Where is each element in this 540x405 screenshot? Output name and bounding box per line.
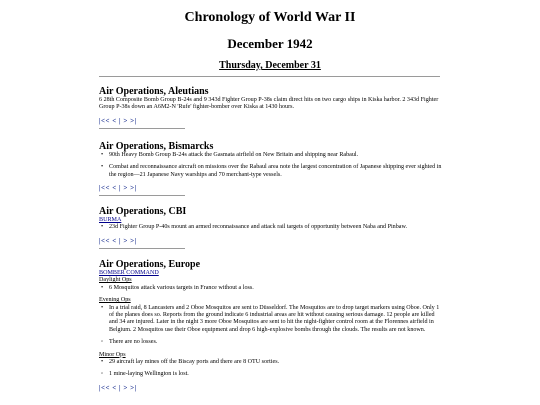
list-item: • 29 aircraft lay mines off the Biscay ports and there are 8 OTU sorties. <box>101 359 280 366</box>
bullet-icon: • <box>101 284 104 291</box>
nav-separator: | <box>119 236 122 245</box>
header-divider <box>99 76 440 77</box>
section-title: Air Operations, CBI <box>99 206 187 217</box>
section-divider <box>99 195 185 196</box>
nav-next-link[interactable]: > <box>123 116 128 125</box>
list-item: • Combat and reconnaissance aircraft on missions over the Rabaul area note the largest concentration of Japanese shipping ever sighted in the region—21 Japanese Navy warships and 70 merchant-type vessels. <box>101 164 442 178</box>
list-item: • 90th Heavy Bomb Group B-24s attack the Gasmata airfield on New Britain and shipping near Rabaul. <box>101 152 359 158</box>
section-divider <box>99 128 185 129</box>
nav-prev-link[interactable]: < <box>112 184 117 193</box>
list-item: • 23d Fighter Group P-40s mount an armed reconnaissance and attack rail targets of opportunity between Naba and Pinbaw. <box>101 224 408 231</box>
section-nav <box>99 116 444 126</box>
section-list <box>99 224 444 231</box>
bullet-icon: • <box>101 304 104 311</box>
nav-next-link[interactable]: > <box>123 236 128 245</box>
section-europe <box>99 259 444 393</box>
nav-prev-link[interactable]: < <box>112 116 117 125</box>
nav-separator: | <box>119 116 122 125</box>
bullet-icon: • <box>101 359 104 366</box>
section-nav <box>99 383 444 393</box>
daylight-list <box>99 285 444 292</box>
nav-prev-link[interactable]: < <box>112 236 117 245</box>
nav-first-link[interactable]: |<< <box>99 383 111 392</box>
daylight-ops-label: Daylight Ops <box>99 277 132 284</box>
section-cbi <box>99 206 444 249</box>
list-item: • In a trial raid, 8 Lancasters and 2 Oboe Mosquitos are sent to Düsseldorf. The Mosquitos are to drop target markers using Oboe. Only 1 of the planes does so. Reports from the ground indicate 6 industrial areas are hit without causing serious damage. 12 people are killed and 34 are injured. Later in the night 3 more Oboe Mosquitos are sent to hit the night-fighter control room at the Florennes airfield in Belgium. 2 Mosquitos use their Oboe equipment and drop 6 high-explosive bombs through the clouds. The results are not known. <box>101 304 440 333</box>
section-divider <box>99 248 185 249</box>
nav-next-link[interactable]: > <box>123 383 128 392</box>
section-title: Air Operations, Bismarcks <box>99 141 214 152</box>
section-title: Air Operations, Europe <box>99 259 201 270</box>
section-list <box>99 152 444 179</box>
nav-last-link[interactable]: >| <box>130 383 137 392</box>
nav-first-link[interactable]: |<< <box>99 116 111 125</box>
nav-last-link[interactable]: >| <box>130 184 137 193</box>
nav-first-link[interactable]: |<< <box>99 184 111 193</box>
section-title: Air Operations, Aleutians <box>99 86 209 97</box>
nav-first-link[interactable]: |<< <box>99 236 111 245</box>
section-aleutians <box>99 86 444 129</box>
page-title: Chronology of World War II <box>184 10 356 25</box>
bullet-icon: • <box>101 164 104 171</box>
month-heading: December 1942 <box>227 36 313 51</box>
evening-list <box>99 305 444 347</box>
nav-separator: | <box>119 383 122 392</box>
bullet-icon: • <box>101 152 104 158</box>
nav-last-link[interactable]: >| <box>130 236 137 245</box>
list-item: ◦ 1 mine-laying Wellington is lost. <box>101 371 189 378</box>
subsection-link-burma[interactable]: BURMA <box>99 217 122 223</box>
circle-bullet-icon: ◦ <box>101 339 104 346</box>
section-nav <box>99 236 444 246</box>
section-bismarcks <box>99 141 444 196</box>
list-item: ◦ There are no losses. <box>101 339 158 346</box>
nav-next-link[interactable]: > <box>123 184 128 193</box>
nav-prev-link[interactable]: < <box>112 383 117 392</box>
nav-separator: | <box>119 184 122 193</box>
minor-ops-label: Minor Ops <box>99 351 126 358</box>
list-item: • 6 Mosquitos attack various targets in France without a loss. <box>101 284 254 291</box>
circle-bullet-icon: ◦ <box>101 371 104 378</box>
evening-ops-label: Evening Ops <box>99 297 131 304</box>
minor-list <box>99 359 444 379</box>
bullet-icon: • <box>101 224 104 231</box>
subsection-link-bomber-command[interactable]: BOMBER COMMAND <box>99 270 159 276</box>
section-nav <box>99 183 444 193</box>
day-heading: Thursday, December 31 <box>219 60 321 71</box>
nav-last-link[interactable]: >| <box>130 116 137 125</box>
section-paragraph: 6 28th Composite Bomb Group B-24s and 9 343d Fighter Group P-38s claim direct hits on two cargo ships in Kiska harbor. 2 343d Fighter Group P-38s down an A6M2-N 'Rufe' fighter-bomber over Kiska at 1430 hours. <box>99 97 439 111</box>
